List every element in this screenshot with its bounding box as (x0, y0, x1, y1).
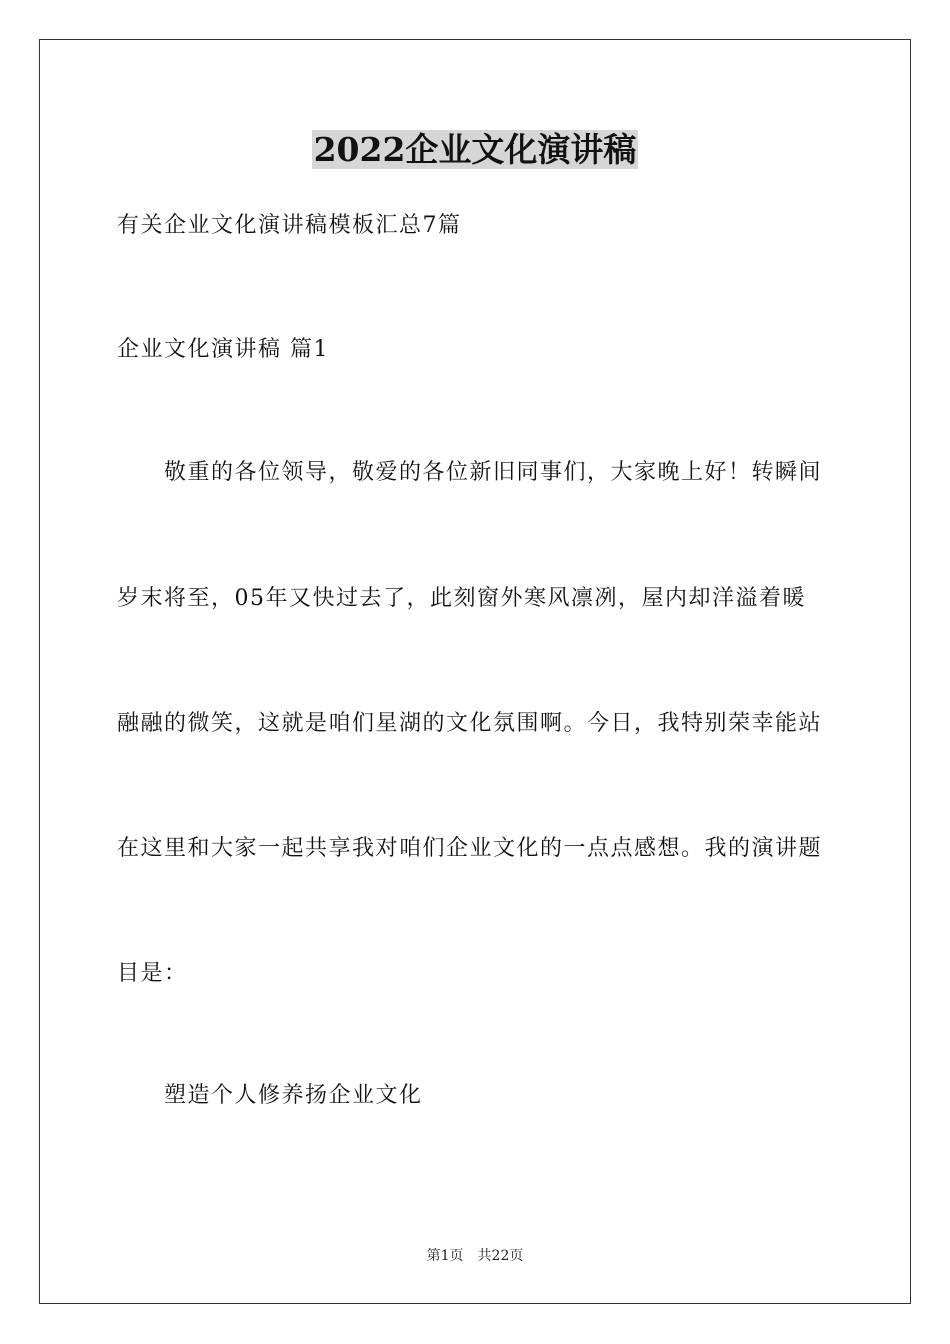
speech-title: 塑造个人修养扬企业文化 (164, 1083, 423, 1108)
body-line-4: 在这里和大家一起共享我对咱们企业文化的一点点感想。我的演讲题 (117, 836, 823, 861)
body-line-1: 敬重的各位领导，敬爱的各位新旧同事们，大家晚上好！转瞬间 (164, 460, 823, 485)
document-title-text: 2022企业文化演讲稿 (313, 130, 637, 169)
document-subtitle: 有关企业文化演讲稿模板汇总7篇 (117, 213, 462, 238)
page-footer (0, 1246, 950, 1266)
body-line-3: 融融的微笑，这就是咱们星湖的文化氛围啊。今日，我特别荣幸能站 (117, 711, 823, 736)
body-line-2: 岁末将至，05年又快过去了，此刻窗外寒风凛冽，屋内却洋溢着暖 (117, 586, 806, 611)
section-heading: 企业文化演讲稿 篇1 (117, 337, 329, 362)
document-title (0, 128, 950, 172)
body-line-5: 目是： (117, 961, 188, 986)
page-number-current: 第1页 (426, 1248, 464, 1264)
page-number-total: 共22页 (477, 1248, 524, 1264)
